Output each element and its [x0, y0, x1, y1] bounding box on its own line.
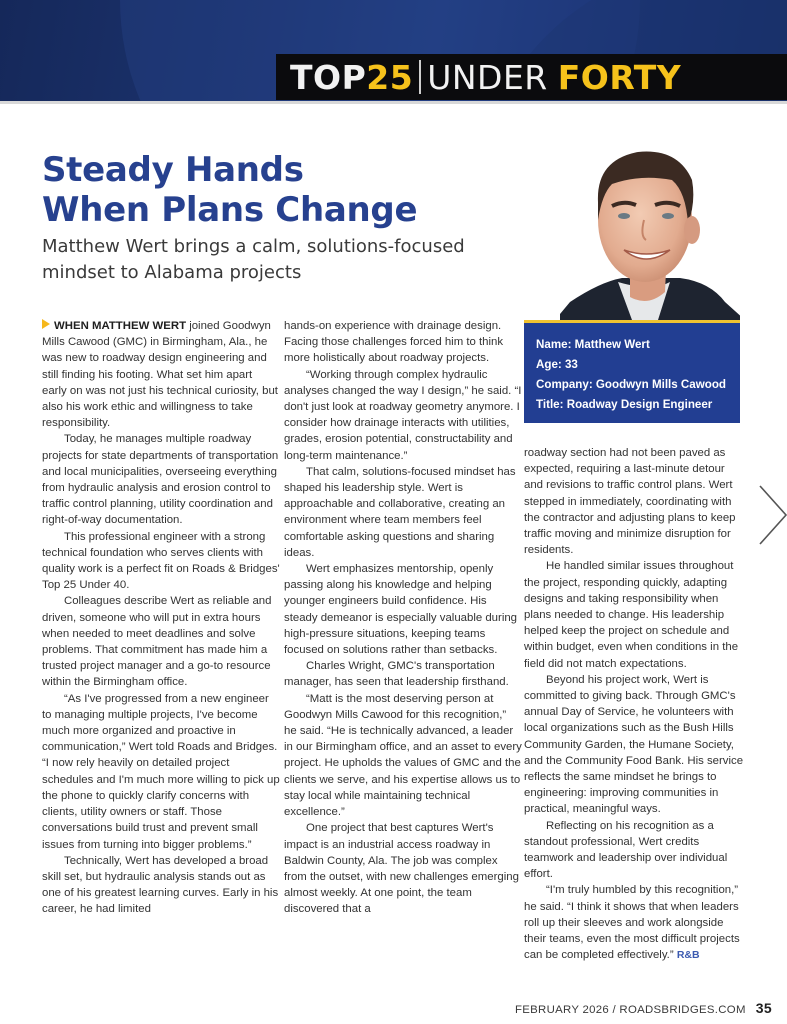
- deck-line-2: mindset to Alabama projects: [42, 262, 302, 283]
- body-paragraph: Colleagues describe Wert as reliable and driven, someone who will put in extra hours when needed to meet deadlines and solve problems. That commitment has made him a trusted project manager and a go-to resource within the Birmingham office.: [42, 595, 272, 689]
- portrait-image: [560, 132, 740, 320]
- body-paragraph: Beyond his project work, Wert is committed to giving back. Through GMC's annual Day of Service, he volunteers with local organizations such as the Bush Hills Community Garden, the Humane Society, and the Community Food Bank. His service reflects the same mindset he brings to engineering: improving communities in practical, meaningful ways.: [524, 673, 744, 816]
- issue-info: FEBRUARY 2026 / ROADSBRIDGES.COM: [515, 1004, 746, 1016]
- body-paragraph: Technically, Wert has developed a broad skill set, but hydraulic analysis stands out as one of his greatest learning curves. Early in his career, he had limited: [42, 854, 279, 916]
- banner-forty-text: FORTY: [557, 57, 682, 97]
- profile-title: Title: Roadway Design Engineer: [536, 398, 713, 411]
- article-column-3: [524, 445, 746, 964]
- body-paragraph: “Matt is the most deserving person at Goodwyn Mills Cawood for this recognition,” he said. “He is technically advanced, a leader in our Birmingham office, and an asset to every project. He upholds the values of GMC and the clients we serve, and his expertise allows us to stay local while maintaining technical excellence.”: [284, 692, 522, 819]
- article-column-2: [284, 318, 522, 918]
- body-paragraph: He handled similar issues throughout the project, responding quickly, adapting designs and taking responsibility when plans needed to change. His leadership helped keep the project on schedule and within budget, even when conditions in the field did not match expectations.: [524, 560, 739, 670]
- page-number: 35: [755, 1000, 772, 1016]
- body-paragraph: “As I've progressed from a new engineer to managing multiple projects, I've become much more organized and proactive in communication,” Wert told Roads and Bridges. “I now rely heavily on detailed project schedules and I'm much more willing to pick up the phone to quickly clarify concerns with clients, utility owners or staff. Those conversations build trust and prevent small issues from turning into bigger problems.”: [42, 692, 280, 851]
- lead-paragraph-text: joined Goodwyn Mills Cawood (GMC) in Birmingham, Ala., he was new to roadway design engineering and still finding his footing. What set him apart early on was not just his technical curiosity, but also his work ethic and willingness to take responsibility.: [42, 320, 278, 430]
- body-paragraph: Today, he manages multiple roadway projects for state departments of transportation and local municipalities, overseeing everything from hydraulic analysis and erosion control to traffic control planning, utility coordination and right-of-way documentation.: [42, 433, 279, 527]
- lead-in-caps: WHEN MATTHEW WERT: [54, 320, 187, 332]
- body-paragraph: Wert emphasizes mentorship, openly passing along his knowledge and helping younger engineers build confidence. His steady demeanor is especially valuable during high-pressure situations, keeping teams focused on solutions rather than setbacks.: [284, 563, 518, 657]
- body-paragraph: This professional engineer with a strong technical foundation who serves clients with quality work is a perfect fit on Roads & Bridges' Top 25 Under 40.: [42, 530, 280, 592]
- banner-title: [276, 54, 787, 100]
- headline-line-2: When Plans Change: [42, 190, 418, 230]
- top25-banner: [0, 0, 787, 101]
- banner-top-text: TOP: [290, 57, 367, 97]
- profile-company: Company: Goodwyn Mills Cawood: [536, 378, 727, 391]
- page-footer: [515, 1000, 772, 1016]
- chevron-right-icon: [758, 484, 787, 546]
- banner-divider: [419, 60, 421, 94]
- body-paragraph: One project that best captures Wert's impact is an industrial access roadway in Baldwin County, Ala. The job was complex from the outset, with new challenges emerging almost weekly. At one point, the team discovered that a: [284, 822, 519, 916]
- body-paragraph: That calm, solutions-focused mindset has shaped his leadership style. Wert is approachable and collaborative, creating an environment where team members feel comfortable asking questions and sharing ideas.: [284, 465, 516, 559]
- profile-age: Age: 33: [536, 358, 578, 371]
- profile-name: Name: Matthew Wert: [536, 338, 650, 351]
- profile-info-box: [524, 320, 740, 423]
- article-column-1: [42, 318, 280, 918]
- triangle-bullet-icon: [42, 319, 50, 329]
- final-paragraph: [524, 882, 746, 963]
- article-subtitle: [42, 234, 465, 286]
- body-paragraph-continued: roadway section had not been paved as expected, requiring a last-minute detour and revisions to traffic control plans. Wert stepped in immediately, coordinating with the contractor and adjusting plans to keep traffic moving and minimize disruption for residents.: [524, 447, 736, 557]
- body-paragraph-continued: hands-on experience with drainage design. Facing those challenges forced him to think more holistically about roadway projects.: [284, 320, 504, 365]
- end-mark-logo: R&B: [676, 949, 700, 962]
- body-paragraph: Charles Wright, GMC's transportation manager, has seen that leadership firsthand.: [284, 660, 509, 689]
- deck-line-1: Matthew Wert brings a calm, solutions-focused: [42, 236, 465, 257]
- next-page-button[interactable]: [758, 484, 787, 546]
- lead-paragraph: [42, 318, 280, 431]
- headline-line-1: Steady Hands: [42, 150, 304, 190]
- profile-photo: [560, 132, 740, 320]
- body-paragraph: Reflecting on his recognition as a standout professional, Wert credits teamwork and leadership over individual effort.: [524, 819, 728, 881]
- banner-number-text: 25: [366, 57, 414, 97]
- body-paragraph: “Working through complex hydraulic analyses changed the way I design,” he said. “I don't just look at roadway geometry anymore. I consider how drainage interacts with utilities, grades, erosion potential, constructability and long-term maintenance.”: [284, 368, 522, 462]
- banner-under-text: UNDER: [427, 57, 548, 97]
- page-title: [42, 150, 417, 230]
- final-paragraph-text: “I'm truly humbled by this recognition,” he said. “I think it shows that when leaders roll up their sleeves and work alongside their teams, even the most difficult projects can be completed effectively.”: [524, 884, 740, 962]
- banner-divider-rule: [0, 101, 787, 104]
